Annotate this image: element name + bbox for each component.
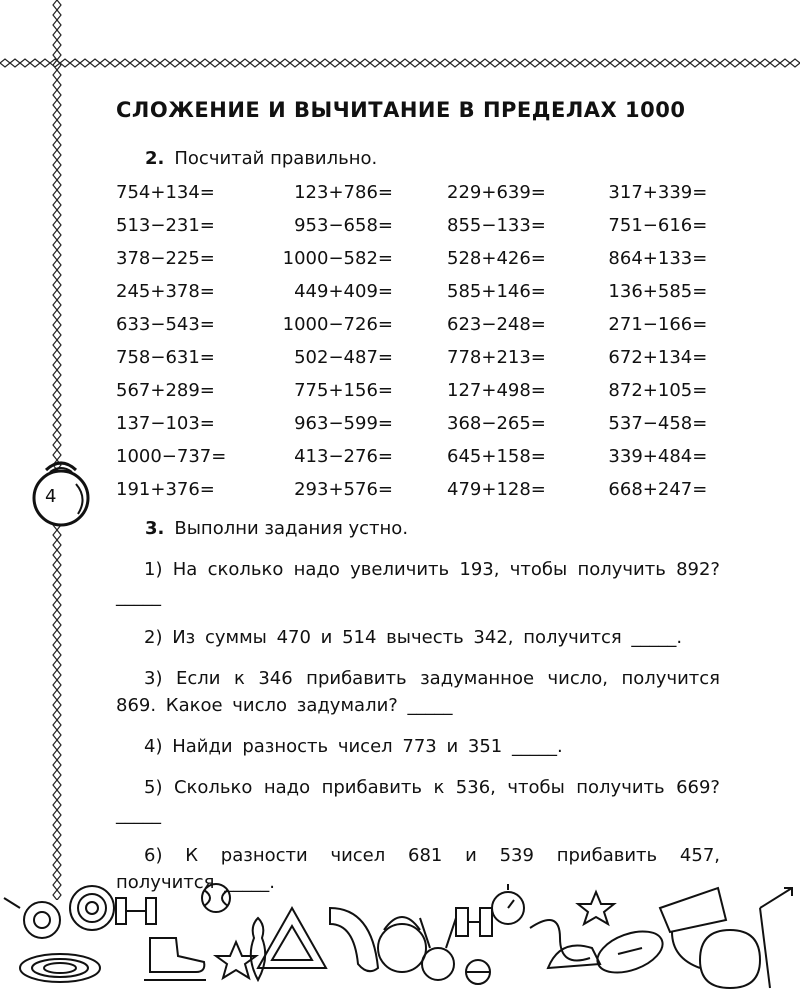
equation: 668+247= [608, 479, 708, 500]
dumbbell-2-icon [456, 908, 492, 936]
oral-task: 2) Из суммы 470 и 514 вычесть 342, получится _____. [144, 627, 683, 648]
equation: 754+134= [116, 182, 215, 203]
football-icon [592, 923, 668, 980]
stopwatch-icon [492, 884, 524, 924]
skate-icon [144, 938, 206, 980]
exercise-2-number: 2. [145, 148, 165, 169]
equation: 864+133= [608, 248, 708, 269]
oral-task: 5) Сколько надо прибавить к 536, чтобы получить 669? _____ [116, 777, 720, 825]
shuttlecock-icon [660, 888, 726, 968]
cap-icon [548, 946, 600, 969]
kettlebell-icon [378, 917, 426, 972]
target-icon [70, 886, 114, 930]
equation: 293+576= [294, 479, 393, 500]
triangle-icon [258, 908, 326, 968]
equation-row [116, 473, 726, 506]
equation: 191+376= [116, 479, 215, 500]
equation-row [116, 242, 726, 275]
equation: 127+498= [447, 380, 546, 401]
equation: 245+378= [116, 281, 215, 302]
oral-tasks-list [116, 556, 720, 910]
equation: 672+134= [608, 347, 708, 368]
coil-icon [20, 954, 100, 982]
equation: 339+484= [608, 446, 708, 467]
page-title: СЛОЖЕНИЕ И ВЫЧИТАНИЕ В ПРЕДЕЛАХ 1000 [116, 98, 686, 122]
equation-row [116, 341, 726, 374]
star-2-icon [578, 892, 614, 924]
equation: 758−631= [116, 347, 215, 368]
snake-icon [530, 920, 590, 961]
top-chain-border [0, 56, 800, 70]
equation: 513−231= [116, 215, 215, 236]
equation: 855−133= [447, 215, 546, 236]
boomerang-icon [330, 908, 378, 971]
equation: 537−458= [608, 413, 708, 434]
equations-grid [116, 176, 726, 506]
equation: 1000−582= [282, 248, 393, 269]
kettlebell-page-badge-icon [22, 458, 100, 528]
equation-row [116, 440, 726, 473]
tennis-ball-icon [202, 884, 230, 912]
equation: 872+105= [608, 380, 708, 401]
equation-row [116, 374, 726, 407]
page-number: 4 [45, 486, 57, 507]
equation: 528+426= [447, 248, 546, 269]
equation-row [116, 176, 726, 209]
equation: 136+585= [608, 281, 708, 302]
oral-task: 6) К разности чисел 681 и 539 прибавить 457, получится _____. [116, 845, 720, 893]
boxing-glove-icon [700, 930, 760, 988]
equation: 368−265= [447, 413, 546, 434]
left-chain-border [50, 0, 64, 900]
oral-task: 1) На сколько надо увеличить 193, чтобы получить 892? _____ [116, 559, 720, 607]
equation: 623−248= [447, 314, 546, 335]
exercise-2-heading [145, 148, 377, 169]
oral-task: 3) Если к 346 прибавить задуманное число, получится 869. Какое число задумали? _____ [116, 668, 720, 716]
exercise-3-number: 3. [145, 518, 165, 539]
equation: 479+128= [447, 479, 546, 500]
equation: 633−543= [116, 314, 215, 335]
dumbbell-icon [116, 898, 156, 924]
whistle-icon [4, 898, 60, 938]
equation-row [116, 308, 726, 341]
equation: 751−616= [608, 215, 708, 236]
equation: 645+158= [447, 446, 546, 467]
equation-row [116, 407, 726, 440]
exercise-2-instruction: Посчитай правильно. [174, 148, 378, 169]
sports-doodle-footer [0, 868, 800, 1000]
equation: 229+639= [447, 182, 546, 203]
equation: 123+786= [294, 182, 393, 203]
equation-row [116, 275, 726, 308]
equation: 271−166= [608, 314, 708, 335]
equation: 1000−737= [116, 446, 227, 467]
equation: 413−276= [294, 446, 393, 467]
equation: 502−487= [294, 347, 393, 368]
oral-task: 4) Найди разность чисел 773 и 351 _____. [144, 736, 563, 757]
equation: 1000−726= [282, 314, 393, 335]
equation: 137−103= [116, 413, 215, 434]
equation: 778+213= [447, 347, 546, 368]
equation-row [116, 209, 726, 242]
equation: 317+339= [608, 182, 708, 203]
equation: 953−658= [294, 215, 393, 236]
equation: 378−225= [116, 248, 215, 269]
equation: 567+289= [116, 380, 215, 401]
bowling-pin-icon [251, 918, 265, 980]
exercise-3-instruction: Выполни задания устно. [174, 518, 409, 539]
equation: 585+146= [447, 281, 546, 302]
ball-icon [466, 960, 490, 984]
equation: 963−599= [294, 413, 393, 434]
star-icon [216, 942, 256, 978]
equation: 775+156= [294, 380, 393, 401]
exercise-3-heading [145, 518, 408, 539]
equation: 449+409= [294, 281, 393, 302]
arrow-icon [760, 888, 792, 988]
